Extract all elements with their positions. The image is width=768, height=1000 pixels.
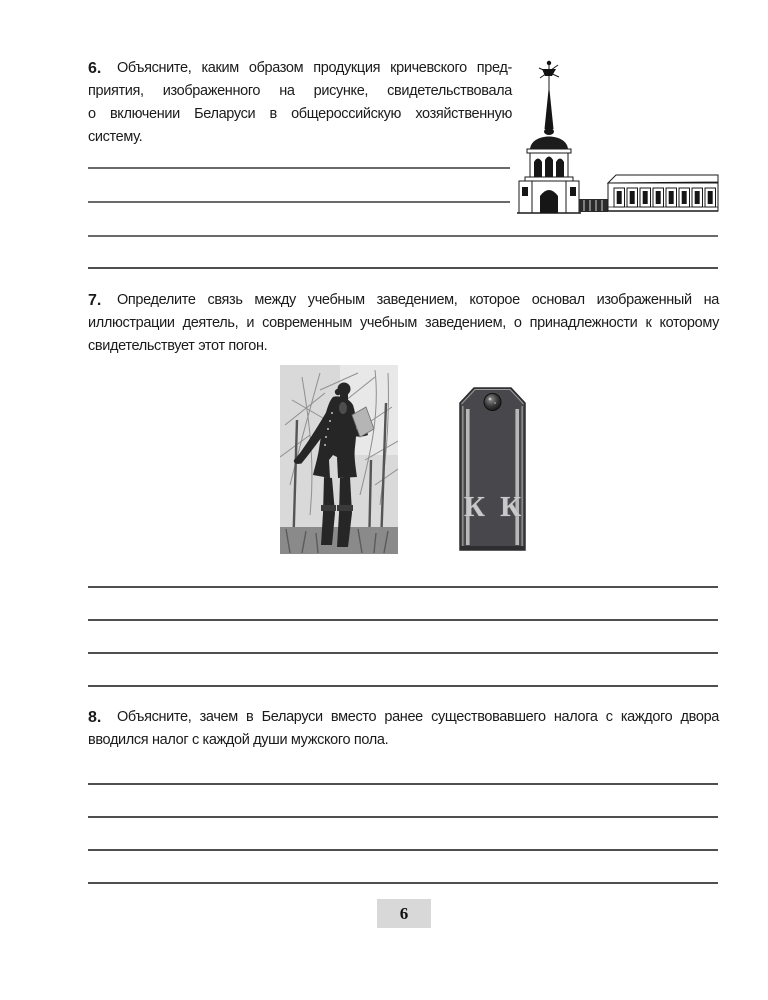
page-number: 6: [399, 903, 409, 923]
question-6-lines: [88, 57, 512, 149]
answer-line: [88, 816, 718, 818]
question-8-lines: [88, 706, 719, 752]
text-line: систему.: [88, 129, 143, 145]
question-7-text: [88, 289, 719, 358]
question-6-text: [88, 57, 512, 149]
answer-line: [88, 685, 718, 687]
question-7-number: 7.: [88, 292, 102, 309]
question-8-text: [88, 706, 719, 752]
text-line: Объясните, каким образом продукция кричевского пред-: [117, 60, 512, 76]
text-line: иллюстрации деятель, и современным учебным заведением, о принадлежности к которому: [88, 315, 719, 331]
answer-line: [88, 267, 718, 269]
answer-line: [88, 619, 718, 621]
strap-letters: К К: [463, 491, 526, 523]
page-number-badge: [377, 899, 431, 928]
answer-line: [88, 882, 718, 884]
question-8-number: 8.: [88, 709, 102, 726]
answer-line: [88, 652, 718, 654]
answer-line: [88, 586, 718, 588]
text-line: Объясните, зачем в Беларуси вместо ранее существовавшего налога с каждого двора: [117, 709, 719, 725]
text-line: свидетельствует этот погон.: [88, 338, 268, 354]
shoulder-strap-drawing: [458, 385, 527, 553]
answer-line: [88, 783, 718, 785]
text-line: приятия, изображенного на рисунке, свидетельствовала: [88, 83, 512, 99]
shipyard-tower-drawing: [515, 55, 719, 215]
statue-photo: [280, 365, 398, 554]
answer-line: [88, 235, 718, 237]
text-line: Определите связь между учебным заведением, которое основал изображенный на: [117, 292, 719, 308]
answer-line: [88, 849, 718, 851]
answer-line: [88, 167, 510, 169]
question-7-lines: [88, 289, 719, 358]
question-6-number: 6.: [88, 60, 102, 77]
text-line: о включении Беларуси в общероссийскую хозяйственную: [88, 106, 512, 122]
answer-line: [88, 201, 510, 203]
statue-drawing: [280, 365, 398, 554]
shoulder-strap-image: [458, 385, 527, 553]
text-line: вводился налог с каждой души мужского пола.: [88, 732, 389, 748]
krichev-shipyard-illustration: [515, 55, 719, 215]
